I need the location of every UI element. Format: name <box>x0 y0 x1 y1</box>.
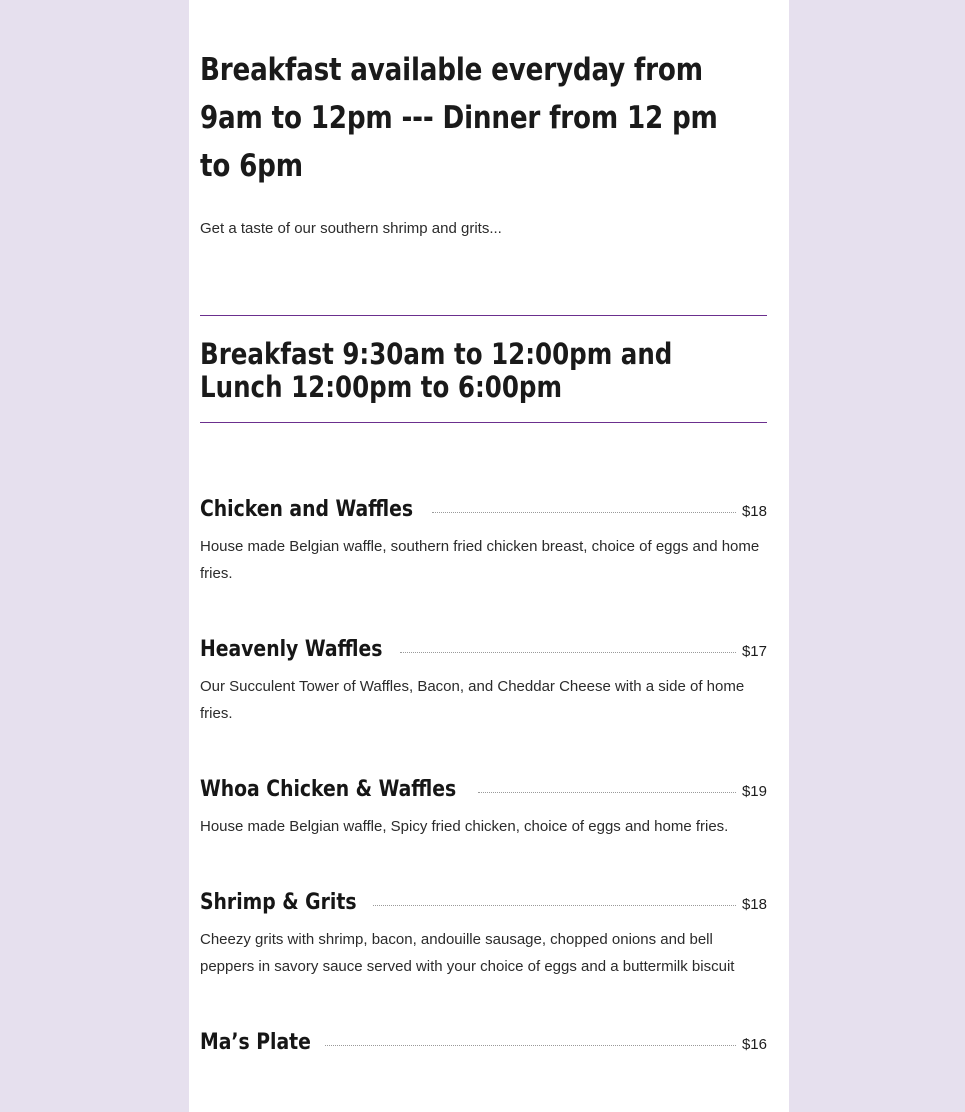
menu-item-description: Our Succulent Tower of Waffles, Bacon, and Cheddar Cheese with a side of home fries. <box>200 678 745 722</box>
top-spacer <box>200 0 767 46</box>
menu-item-price: $18 <box>741 896 767 913</box>
menu-item <box>200 1030 767 1056</box>
menu-item-price: $19 <box>741 783 767 800</box>
page-title: Breakfast available everyday from 9am to 12pm --- Dinner from 12 pm to 6pm <box>200 52 718 184</box>
leader-dots <box>432 511 736 513</box>
divider-top <box>200 315 767 316</box>
menu-item-description: House made Belgian waffle, southern fried chicken breast, choice of eggs and home fries. <box>200 538 760 582</box>
leader-dots <box>478 791 736 793</box>
menu-item-name: Ma’s Plate <box>200 1030 311 1055</box>
section-title: Breakfast 9:30am to 12:00pm and Lunch 12:00pm to 6:00pm <box>200 337 673 404</box>
menu-item-name: Chicken and Waffles <box>200 497 414 522</box>
menu-page <box>189 0 789 1112</box>
menu-list <box>200 497 767 1056</box>
menu-content <box>189 0 789 1056</box>
leader-dots <box>400 651 736 653</box>
menu-item-row <box>200 637 767 663</box>
menu-item-row <box>200 497 767 523</box>
menu-item-row <box>200 777 767 803</box>
menu-item <box>200 497 767 587</box>
leader-dots <box>325 1044 736 1046</box>
menu-item-price: $17 <box>741 643 767 660</box>
menu-item-name: Heavenly Waffles <box>200 637 383 662</box>
menu-item <box>200 777 767 840</box>
menu-item <box>200 637 767 727</box>
menu-item-row <box>200 1030 767 1056</box>
menu-item-row <box>200 890 767 916</box>
divider-bottom <box>200 422 767 423</box>
menu-item <box>200 890 767 980</box>
menu-item-name: Whoa Chicken & Waffles <box>200 777 457 802</box>
intro-text: Get a taste of our southern shrimp and grits... <box>200 220 502 237</box>
menu-item-price: $18 <box>741 503 767 520</box>
menu-item-description: Cheezy grits with shrimp, bacon, andouille sausage, chopped onions and bell peppers in savory sauce served with your choice of eggs and a buttermilk biscuit <box>200 931 735 975</box>
menu-item-name: Shrimp & Grits <box>200 890 357 915</box>
menu-item-price: $16 <box>741 1036 767 1053</box>
leader-dots <box>373 904 736 906</box>
menu-item-description: House made Belgian waffle, Spicy fried chicken, choice of eggs and home fries. <box>200 818 729 835</box>
